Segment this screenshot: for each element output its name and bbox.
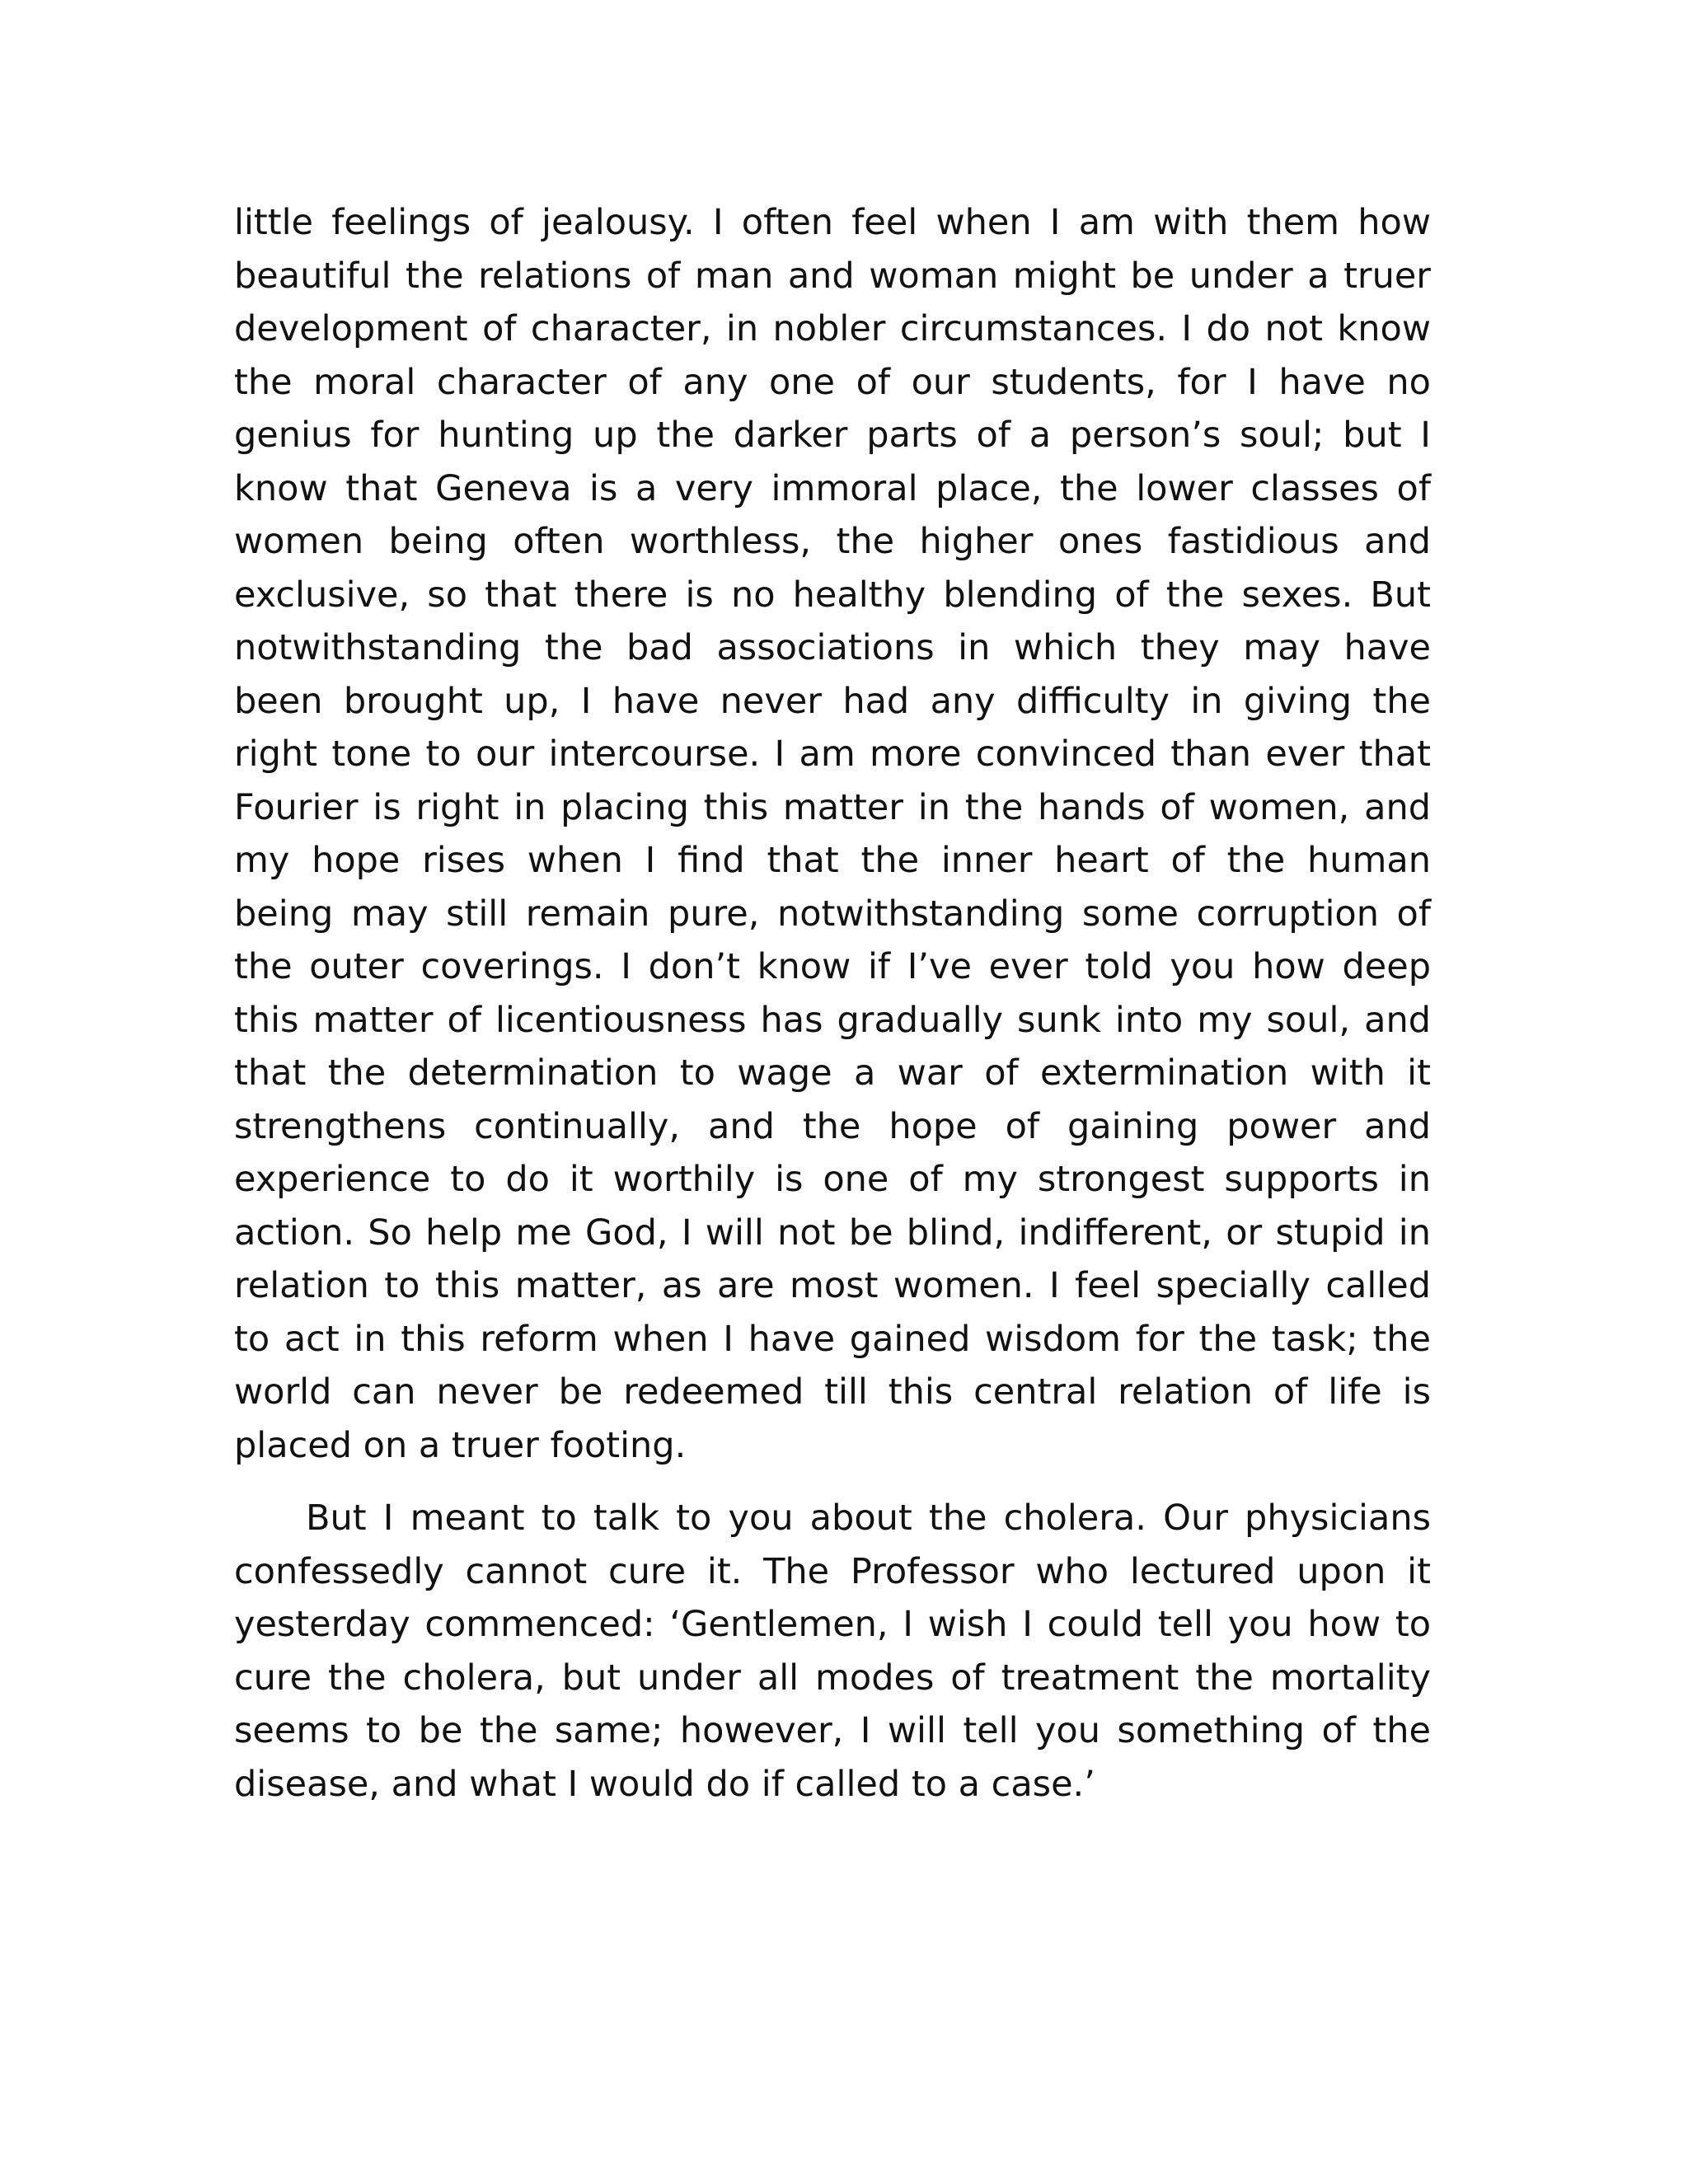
- text-line: confessedly cannot cure it. The Professor who lectured upon it: [234, 1550, 1431, 1592]
- text-line: the moral character of any one of our students, for I have no: [234, 361, 1431, 403]
- text-line: little feelings of jealousy. I often feel when I am with them how: [234, 202, 1431, 243]
- text-line: genius for hunting up the darker parts of a person’s soul; but I: [234, 415, 1431, 456]
- text-line: exclusive, so that there is no healthy blending of the sexes. But: [234, 574, 1431, 616]
- text-line: that the determination to wage a war of extermination with it: [234, 1052, 1431, 1094]
- text-line: seems to be the same; however, I will tell you something of the: [234, 1710, 1431, 1751]
- text-line: disease, and what I would do if called to a case.’: [234, 1763, 1095, 1805]
- text-line: my hope rises when I find that the inner heart of the human: [234, 840, 1431, 881]
- text-line: Fourier is right in placing this matter in the hands of women, and: [234, 786, 1431, 828]
- text-line: to act in this reform when I have gained wisdom for the task; the: [234, 1318, 1431, 1360]
- text-line: development of character, in nobler circumstances. I do not know: [234, 308, 1431, 349]
- text-line: been brought up, I have never had any difficulty in giving the: [234, 680, 1431, 722]
- paragraph-spacer: [234, 1472, 1431, 1492]
- text-line: world can never be redeemed till this central relation of life is: [234, 1371, 1431, 1413]
- document-page: [234, 196, 1431, 1811]
- text-line: right tone to our intercourse. I am more convinced than ever that: [234, 733, 1431, 775]
- text-line: women being often worthless, the higher ones fastidious and: [234, 521, 1431, 562]
- text-line: relation to this matter, as are most women. I feel specially called: [234, 1265, 1431, 1306]
- text-line: notwithstanding the bad associations in which they may have: [234, 627, 1431, 668]
- paragraph-2: [234, 1492, 1431, 1811]
- text-line: cure the cholera, but under all modes of treatment the mortality: [234, 1657, 1431, 1699]
- paragraph-1: [234, 196, 1431, 1472]
- text-line: know that Geneva is a very immoral place, the lower classes of: [234, 467, 1431, 509]
- text-line: the outer coverings. I don’t know if I’ve ever told you how deep: [234, 946, 1431, 987]
- text-line: But I meant to talk to you about the cholera. Our physicians: [306, 1497, 1431, 1539]
- text-line: action. So help me God, I will not be blind, indifferent, or stupid in: [234, 1212, 1431, 1254]
- text-line: yesterday commenced: ‘Gentlemen, I wish I could tell you how to: [234, 1604, 1431, 1645]
- text-line: this matter of licentiousness has gradually sunk into my soul, and: [234, 999, 1431, 1041]
- text-line: beautiful the relations of man and woman might be under a truer: [234, 255, 1431, 297]
- text-line: being may still remain pure, notwithstanding some corruption of: [234, 893, 1431, 935]
- text-line: placed on a truer footing.: [234, 1424, 687, 1466]
- text-line: experience to do it worthily is one of my strongest supports in: [234, 1159, 1431, 1200]
- text-line: strengthens continually, and the hope of gaining power and: [234, 1105, 1431, 1147]
